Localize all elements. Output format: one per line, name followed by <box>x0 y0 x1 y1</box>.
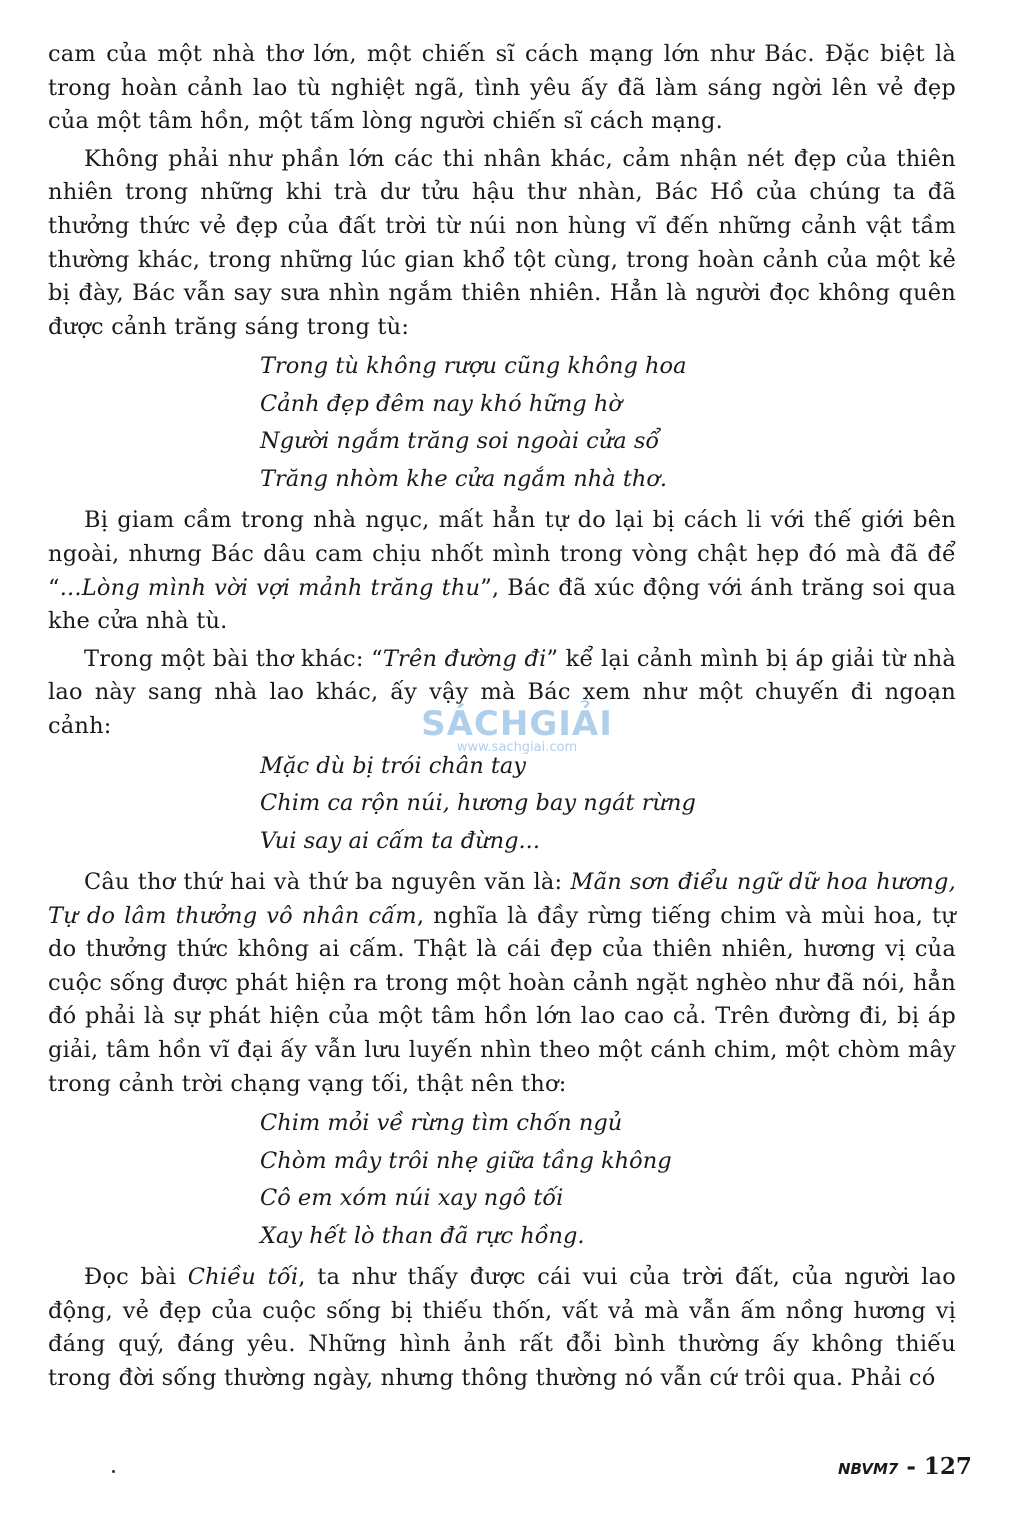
paragraph <box>48 504 956 638</box>
paragraph <box>48 866 956 1101</box>
poem-line: Xay hết lò than đã rực hồng. <box>260 1222 585 1249</box>
page-speck <box>112 1470 115 1473</box>
text-run: cam của một nhà thơ lớn, một chiến sĩ cách mạng lớn như Bác. Đặc biệt là trong hoàn cảnh lao tù nghiệt ngã, tình yêu ấy đã làm sáng ngời lên vẻ đẹp của một tâm hồn, một tấm lòng người chiến sĩ cách mạng. <box>48 41 956 135</box>
poem-line: Chim ca rộn núi, hương bay ngát rừng <box>260 790 696 816</box>
italic-quote: Trên đường đi <box>382 645 547 672</box>
text-run: Câu thơ thứ hai và thứ ba nguyên văn là: <box>84 869 571 895</box>
poem-stanza <box>260 748 956 861</box>
poem-line: Chòm mây trôi nhẹ giữa tầng không <box>260 1147 672 1174</box>
poem-line: Vui say ai cấm ta đừng... <box>260 827 540 854</box>
text-run: Không phải như phần lớn các thi nhân khác, cảm nhận nét đẹp của thiên nhiên trong những khi trà dư tửu hậu thư nhàn, Bác Hồ của chúng ta đã thưởng thức vẻ đẹp của đất trời từ núi non hùng vĩ đến những cảnh vật tầm thường khác, trong những lúc gian khổ tột cùng, trong hoàn cảnh của một kẻ bị đày, Bác vẫn say sưa nhìn ngắm thiên nhiên. Hẳn là người đọc không quên được cảnh trăng sáng trong tù: <box>48 145 956 340</box>
poem-line: Cảnh đẹp đêm nay khó hững hờ <box>260 390 622 417</box>
text-run: , ta như thấy được cái vui của trời đất, của người lao động, vẻ đẹp của cuộc sống bị thiếu thốn, vất vả mà vẫn ấm nồng hương vị đáng quý, đáng yêu. Những hình ảnh rất đỗi bình thường ấy không thiếu trong đời sống thường ngày, nhưng thông thường nó vẫn cứ trôi qua. Phải có <box>48 1264 956 1391</box>
italic-quote: Chiều tối <box>187 1264 299 1291</box>
paragraph <box>48 38 956 139</box>
poem-stanza <box>260 1105 956 1255</box>
paragraph <box>48 143 956 345</box>
watermark-logo: SÁCHGIẢI <box>421 704 613 744</box>
italic-quote: ...Lòng mình vời vợi mảnh trăng thu <box>59 574 481 601</box>
poem-line: Trong tù không rượu cũng không hoa <box>260 353 687 380</box>
poem-line: Người ngắm trăng soi ngoài cửa sổ <box>260 428 660 455</box>
page-body <box>48 38 956 1400</box>
poem-line: Trăng nhòm khe cửa ngắm nhà thơ. <box>260 465 668 492</box>
poem-stanza <box>260 348 956 498</box>
text-run: ” kể lại cảnh mình bị áp giải từ nhà lao này sang nhà lao khác, ấy vậy mà Bác xem như một chuyến đi ngoạn cảnh: <box>48 645 957 739</box>
poem-line: Cô em xóm núi xay ngô tối <box>260 1185 564 1212</box>
paragraph <box>48 1261 956 1395</box>
paragraph <box>48 643 956 744</box>
watermark-url: www.sachgiai.com <box>456 740 578 755</box>
text-run: Bị giam cầm trong nhà ngục, mất hẳn tự do lại bị cách li với thế giới bên ngoài, nhưng Bác dâu cam chịu nhốt mình trong vòng chật hẹp đó mà đã để “ <box>48 507 956 601</box>
text-run: Trong một bài thơ khác: “ <box>84 645 383 672</box>
poem-line: Mặc dù bị trói chân tay <box>260 752 527 779</box>
page-number: 127 <box>923 1453 972 1480</box>
text-run: , nghĩa là đầy rừng tiếng chim và mùi hoa, tự do thưởng thức không ai cấm. Thật là cái đẹp của thiên nhiên, hương vị của cuộc sống được phát hiện ra trong một hoàn cảnh ngặt nghèo như đã nói, hẳn đó phải là sự phát hiện của một tâm hồn lớn lao cao cả. Trên đường đi, bị áp giải, tâm hồn vĩ đại ấy vẫn lưu luyến nhìn theo một cánh chim, một chòm mây trong cảnh trời chạng vạng tối, thật nên thơ: <box>48 902 956 1097</box>
text-run: Đọc bài <box>84 1264 188 1291</box>
poem-line: Chim mỏi về rừng tìm chốn ngủ <box>260 1110 623 1137</box>
book-code: NBVM7 <box>838 1460 899 1478</box>
page-footer <box>838 1453 972 1480</box>
footer-separator: - <box>898 1453 924 1480</box>
italic-quote: Mãn sơn điểu ngữ dữ hoa hương, Tự do lâm thưởng vô nhân cấm <box>48 869 956 929</box>
text-run: ”, Bác đã xúc động với ánh trăng soi qua khe cửa nhà tù. <box>48 574 956 635</box>
